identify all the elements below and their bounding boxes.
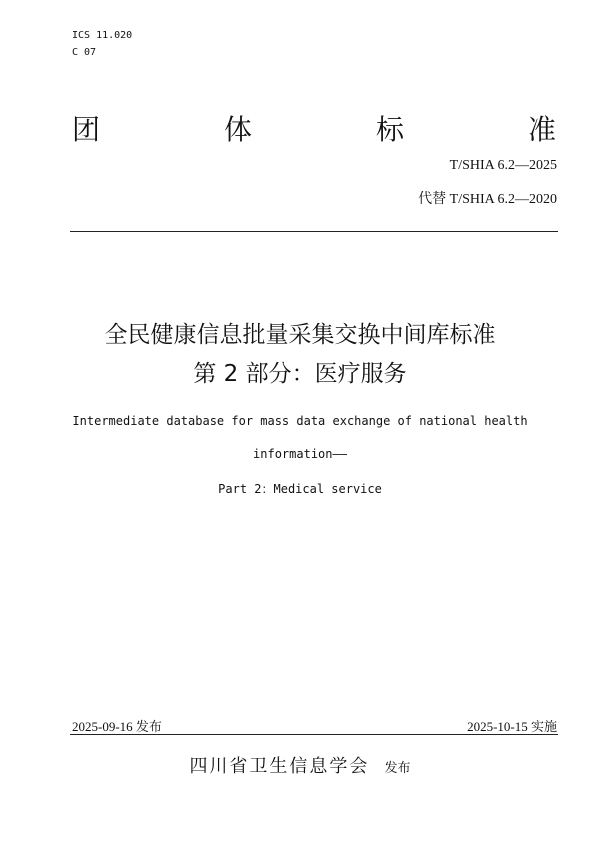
replaces-standard: 代替 T/SHIA 6.2—2020 bbox=[418, 192, 557, 207]
standard-kind-char: 团 bbox=[72, 113, 101, 146]
issuer-name: 四川省卫生信息学会 bbox=[189, 756, 370, 777]
publish-date: 2025-09-16 发布 bbox=[72, 719, 162, 734]
standard-kind-char: 体 bbox=[223, 113, 252, 146]
standard-kind-char: 标 bbox=[375, 113, 404, 146]
title-zh-line2: 第 2 部分：医疗服务 bbox=[193, 361, 407, 387]
issuer-line bbox=[0, 752, 600, 778]
standard-kind-char: 准 bbox=[527, 113, 556, 146]
title-zh-line1: 全民健康信息批量采集交换中间库标准 bbox=[104, 322, 496, 348]
top-divider bbox=[70, 231, 558, 232]
standard-number: T/SHIA 6.2—2025 bbox=[449, 158, 557, 173]
standard-kind bbox=[72, 108, 556, 148]
title-en-line3: Part 2：Medical service bbox=[218, 482, 382, 496]
ics-code: ICS 11.020 bbox=[72, 30, 133, 41]
title-en-line2: information—— bbox=[253, 447, 347, 461]
issue-word: 发布 bbox=[384, 761, 411, 776]
implement-date: 2025-10-15 实施 bbox=[467, 719, 557, 734]
bottom-divider bbox=[70, 734, 558, 735]
ccs-code: C 07 bbox=[72, 47, 97, 58]
title-en-line1: Intermediate database for mass data exchange of national health bbox=[72, 414, 528, 428]
